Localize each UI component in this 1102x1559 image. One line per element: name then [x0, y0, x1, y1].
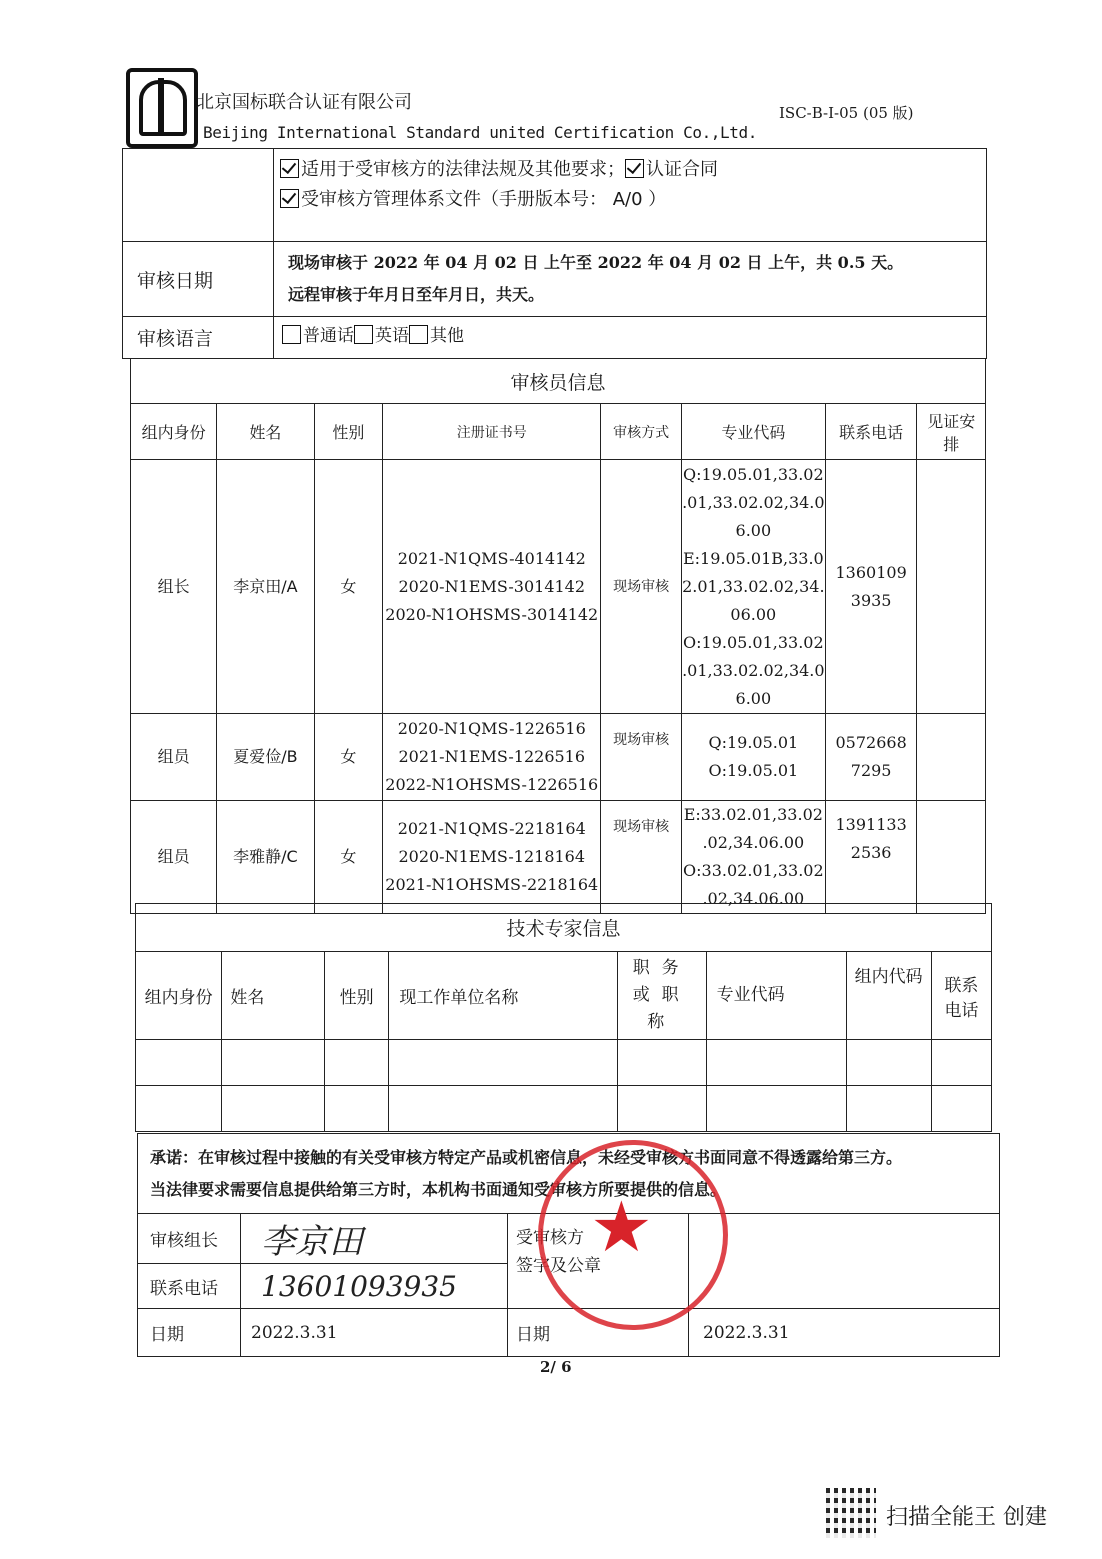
auditee-date-label: 日期 [508, 1309, 689, 1357]
page-number: 2/ 6 [540, 1358, 572, 1376]
auditor-header-row [131, 404, 986, 460]
audit-date-label: 审核日期 [123, 242, 274, 317]
leader-date: 2022.3.31 [241, 1309, 508, 1357]
col-phone: 联系电话 [825, 404, 917, 460]
audit-language-label: 审核语言 [123, 317, 274, 359]
auditee-signature-area [689, 1214, 1000, 1309]
audit-basis [274, 149, 987, 242]
phone-label: 联系电话 [138, 1264, 241, 1309]
company-logo [126, 68, 198, 148]
auditee-sign-label: 受审核方 签字及公章 [508, 1214, 689, 1309]
audit-language-options: 普通话 英语 其他 [274, 317, 987, 359]
col-cert: 注册证书号 [383, 404, 601, 460]
table-row [136, 1086, 992, 1132]
checkbox-icon [409, 325, 428, 344]
col-name: 姓名 [217, 404, 315, 460]
table-row: 组长 李京田/A 女 2021-N1QMS-4014142 2020-N1EMS-3014142 2020-N1OHSMS-3014142 现场审核 Q:19.05.01,33.02 .01,33.02.02,34.0 6.00 E:19.05.01B,33.0 2.01,33.02.02,34. 06.00 O:19.05.01,33.02 .01,33.02.02,34.0 6.00 1360109 3935 [131, 460, 986, 714]
checkbox-icon [354, 325, 373, 344]
company-name-en: Beijing International Standard united Certification Co.,Ltd. [203, 123, 757, 142]
checkbox-checked-icon [625, 159, 644, 178]
expert-section-title: 技术专家信息 [136, 904, 992, 952]
checkbox-checked-icon [280, 189, 299, 208]
table-row: 组员 夏爱俭/B 女 2020-N1QMS-1226516 2021-N1EMS-1226516 2022-N1OHSMS-1226516 现场审核 Q:19.05.01 O:19.05.01 0572668 7295 [131, 714, 986, 801]
table-row [136, 1040, 992, 1086]
onsite-audit-date: 现场审核于 2022 年 04 月 02 日 上午至 2022 年 04 月 02 日 上午，共 0.5 天。 [288, 253, 904, 272]
company-name-cn: 北京国标联合认证有限公司 [196, 92, 412, 113]
expert-header-row: 组内身份 姓名 性别 现工作单位名称 职务或职称 专业代码 组内代码 联系电话 [136, 952, 992, 1040]
leader-signature: 李京田 [261, 1222, 363, 1262]
remote-audit-date: 远程审核于年月日至年月日，共天。 [288, 285, 545, 304]
checkbox-icon [282, 325, 301, 344]
commitment-text: 承诺：在审核过程中接触的有关受审核方特定产品或机密信息，未经受审核方书面同意不得透露给第三方。 当法律要求需要信息提供给第三方时，本机构书面通知受审核方所要提供的信息。 [138, 1134, 1000, 1214]
scanner-watermark: 扫描全能王 创建 [886, 1505, 1047, 1530]
col-method: 审核方式 [601, 404, 681, 460]
auditor-table [130, 358, 986, 914]
document-number: ISC-B-I-05 (05 版) [779, 104, 914, 122]
expert-table [135, 903, 992, 1132]
col-gender: 性别 [314, 404, 382, 460]
audit-info-table [122, 148, 987, 359]
leader-label: 审核组长 [138, 1214, 241, 1264]
basis-documents: 受审核方管理体系文件（手册版本号： A/0 ） [301, 189, 667, 210]
leader-phone-handwritten: 13601093935 [261, 1269, 457, 1303]
auditor-section-title: 审核员信息 [131, 359, 986, 404]
basis-laws: 适用于受审核方的法律法规及其他要求； [301, 159, 625, 180]
col-codes: 专业代码 [681, 404, 825, 460]
basis-contract: 认证合同 [646, 159, 718, 180]
col-witness: 见证安排 [917, 404, 986, 460]
seal-star-icon: ★ [590, 1186, 653, 1268]
checkbox-checked-icon [280, 159, 299, 178]
auditee-date: 2022.3.31 [689, 1309, 1000, 1357]
date-label: 日期 [138, 1309, 241, 1357]
table-row: 组员 李雅静/C 女 2021-N1QMS-2218164 2020-N1EMS-1218164 2021-N1OHSMS-2218164 现场审核 E:33.02.01,33.02 .02,34.06.00 O:33.02.01,33.02 .02,34.06.00 1391133 2536 [131, 801, 986, 914]
col-role: 组内身份 [131, 404, 217, 460]
